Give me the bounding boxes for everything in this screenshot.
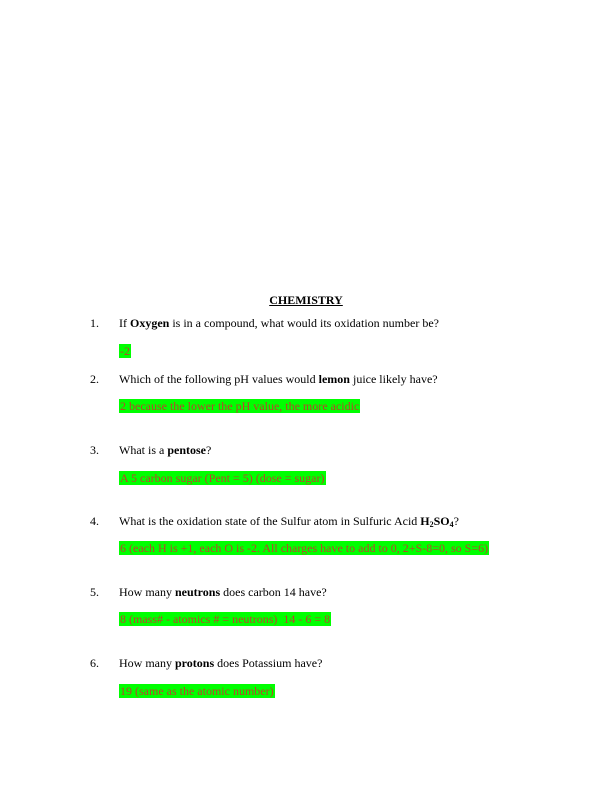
answer-2: [119, 399, 360, 413]
document-title: CHEMISTRY: [269, 293, 343, 307]
question-text: How many neutrons does carbon 14 have?: [119, 585, 327, 599]
answer-1: [119, 344, 131, 358]
answer-highlight: 19 (same as the atomic number): [120, 684, 274, 698]
answer-5: [119, 612, 331, 626]
answer-6: [119, 684, 275, 698]
question-number: 6.: [90, 656, 99, 670]
answer-highlight: 6 (each H is +1, each O is -2. All charges have to add to 0, 2+S-8=0, so S=6): [120, 541, 489, 555]
question-text: What is the oxidation state of the Sulfur atom in Sulfuric Acid H2SO4?: [119, 514, 459, 529]
answer-highlight: A 5 carbon sugar (Pent = 5) (dose = sugar): [120, 471, 325, 485]
question-text: If Oxygen is in a compound, what would its oxidation number be?: [119, 316, 439, 330]
question-text: How many protons does Potassium have?: [119, 656, 323, 670]
chemical-formula: H2SO4: [420, 514, 454, 529]
question-number: 4.: [90, 514, 99, 528]
answer-3: [119, 471, 326, 485]
answer-4: [119, 541, 489, 555]
question-text: What is a pentose?: [119, 443, 212, 457]
question-number: 5.: [90, 585, 99, 599]
question-text: Which of the following pH values would lemon juice likely have?: [119, 372, 438, 386]
answer-highlight: -2: [120, 344, 130, 358]
question-number: 1.: [90, 316, 99, 330]
answer-highlight: 2 because the lower the pH value, the more acidic: [120, 399, 360, 413]
answer-highlight: 8 (mass# - atomics # = neutrons) 14 - 6 = 8: [120, 612, 331, 626]
question-number: 3.: [90, 443, 99, 457]
question-number: 2.: [90, 372, 99, 386]
